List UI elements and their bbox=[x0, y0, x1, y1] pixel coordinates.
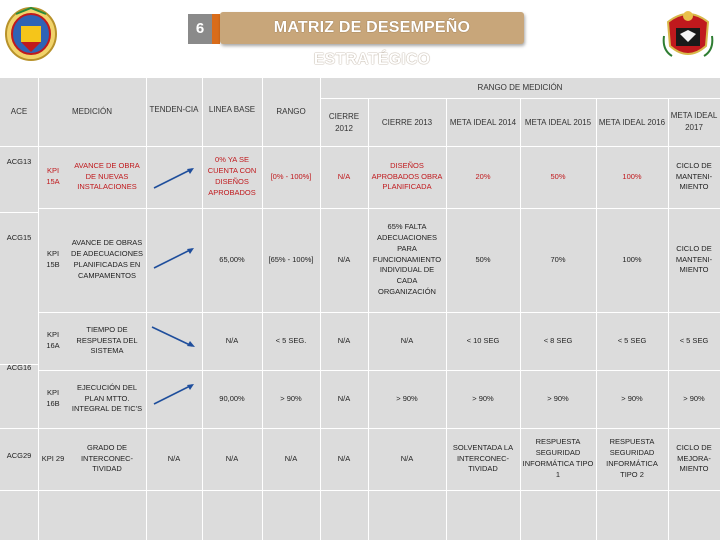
header-meta-2015: META IDEAL 2015 bbox=[524, 118, 592, 128]
meta-2015-cell: > 90% bbox=[547, 393, 569, 403]
group-header-rango: RANGO DE MEDICIÓN bbox=[477, 83, 563, 93]
header-meta-2016: META IDEAL 2016 bbox=[598, 118, 666, 128]
meta-2016-cell: RESPUESTA SEGURIDAD INFORMÁTICA TIPO 2 bbox=[606, 437, 658, 479]
cierre-2013-cell: 65% FALTA ADECUACIONES PARA FUNCIONAMIENTO INDIVIDUAL DE CADA ORGANIZACIÓN bbox=[372, 221, 442, 297]
header-meta-2014: META IDEAL 2014 bbox=[449, 118, 517, 128]
tendencia-cell: N/A bbox=[167, 453, 181, 463]
kpi-code: KPI 15B bbox=[46, 249, 60, 269]
meta-2017-cell: < 5 SEG bbox=[679, 335, 709, 345]
meta-2014-cell: 50% bbox=[475, 254, 491, 264]
rango-cell: < 5 SEG. bbox=[275, 335, 307, 345]
grid-line bbox=[0, 212, 38, 213]
ace-label: ACG16 bbox=[6, 362, 32, 372]
trend-up-icon bbox=[152, 166, 196, 190]
linea-base-cell: 65,00% bbox=[219, 254, 245, 264]
linea-base-cell: 0% YA SE CUENTA CON DISEÑOS APROBADOS bbox=[207, 155, 257, 197]
medicion-cell: AVANCE DE OBRAS DE ADECUACIONES PLANIFICADAS EN CAMPAMENTOS bbox=[70, 238, 144, 280]
header-rango: RANGO bbox=[276, 107, 306, 117]
rango-cell: N/A bbox=[284, 453, 298, 463]
linea-base-cell: N/A bbox=[225, 335, 239, 345]
medicion-cell: GRADO DE INTERCONEC-TIVIDAD bbox=[80, 442, 134, 474]
kpi-code: KPI 16A bbox=[46, 330, 60, 350]
header-ace: ACE bbox=[10, 107, 28, 117]
ace-label: ACG13 bbox=[6, 156, 32, 166]
trend-up-icon bbox=[152, 246, 196, 270]
cierre-2012-cell: N/A bbox=[337, 453, 351, 463]
cierre-2013-cell: N/A bbox=[400, 335, 414, 345]
rango-cell: [65% - 100%] bbox=[268, 254, 314, 264]
meta-2015-cell: 50% bbox=[550, 171, 566, 181]
header-bar bbox=[0, 0, 720, 70]
header-tendencia: TENDEN-CIA bbox=[149, 105, 199, 115]
meta-2015-cell: < 8 SEG bbox=[543, 335, 573, 345]
slide-number-tab bbox=[212, 14, 220, 44]
cierre-2012-cell: N/A bbox=[337, 254, 351, 264]
meta-2014-cell: < 10 SEG bbox=[466, 335, 500, 345]
meta-2017-cell: CICLO DE MANTENI-MIENTO bbox=[675, 160, 713, 192]
medicion-cell: TIEMPO DE RESPUESTA DEL SISTEMA bbox=[76, 324, 138, 356]
trend-down-icon bbox=[150, 324, 198, 350]
cierre-2013-cell: N/A bbox=[400, 453, 414, 463]
meta-2015-cell: RESPUESTA SEGURIDAD INFORMÁTICA TIPO 1 bbox=[522, 437, 594, 479]
rango-cell: > 90% bbox=[280, 393, 302, 403]
kpi-code: KPI 16B bbox=[46, 388, 60, 408]
meta-2017-cell: > 90% bbox=[683, 393, 705, 403]
medicion-cell: EJECUCIÓN DEL PLAN MTTO. INTEGRAL DE TIC'S bbox=[71, 382, 143, 414]
header-medicion: MEDICIÓN bbox=[72, 107, 112, 117]
kpi-code: KPI 15A bbox=[46, 166, 60, 186]
meta-2017-cell: CICLO DE MANTENI-MIENTO bbox=[675, 243, 713, 275]
meta-2015-cell: 70% bbox=[550, 254, 566, 264]
slide-number: 6 bbox=[188, 14, 212, 44]
meta-2016-cell: > 90% bbox=[621, 393, 643, 403]
meta-2014-cell: SOLVENTADA LA INTERCONEC-TIVIDAD bbox=[452, 442, 514, 474]
cierre-2013-cell: DISEÑOS APROBADOS OBRA PLANIFICADA bbox=[371, 160, 443, 192]
linea-base-cell: N/A bbox=[225, 453, 239, 463]
rango-cell: [0% - 100%] bbox=[270, 171, 312, 181]
trend-up-icon bbox=[152, 382, 196, 406]
meta-2016-cell: 100% bbox=[622, 254, 642, 264]
page-title: MATRIZ DE DESEMPEÑO ESTRATÉGICO bbox=[273, 19, 471, 68]
ace-label: ACG15 bbox=[6, 232, 32, 242]
shield-crest-icon bbox=[4, 6, 58, 62]
cierre-2013-cell: > 90% bbox=[396, 393, 418, 403]
cierre-2012-cell: N/A bbox=[337, 335, 351, 345]
ace-label: ACG29 bbox=[6, 450, 32, 460]
meta-2014-cell: 20% bbox=[475, 171, 491, 181]
eagle-crest-icon bbox=[662, 6, 714, 64]
meta-2017-cell: CICLO DE MEJORA-MIENTO bbox=[676, 442, 712, 474]
cierre-2012-cell: N/A bbox=[337, 393, 351, 403]
header-cierre-2012: CIERRE 2012 bbox=[328, 112, 360, 133]
kpi-code: KPI 29 bbox=[41, 453, 65, 463]
meta-2014-cell: > 90% bbox=[472, 393, 494, 403]
performance-matrix-table bbox=[0, 78, 720, 540]
cierre-2012-cell: N/A bbox=[337, 171, 351, 181]
header-linea-base: LINEA BASE bbox=[208, 105, 256, 115]
medicion-cell: AVANCE DE OBRA DE NUEVAS INSTALACIONES bbox=[74, 160, 140, 192]
grid-line bbox=[0, 490, 720, 491]
meta-2016-cell: 100% bbox=[622, 171, 642, 181]
header-cierre-2013: CIERRE 2013 bbox=[381, 118, 433, 128]
meta-2016-cell: < 5 SEG bbox=[617, 335, 647, 345]
linea-base-cell: 90,00% bbox=[219, 393, 245, 403]
header-meta-2017: META IDEAL 2017 bbox=[670, 111, 718, 132]
